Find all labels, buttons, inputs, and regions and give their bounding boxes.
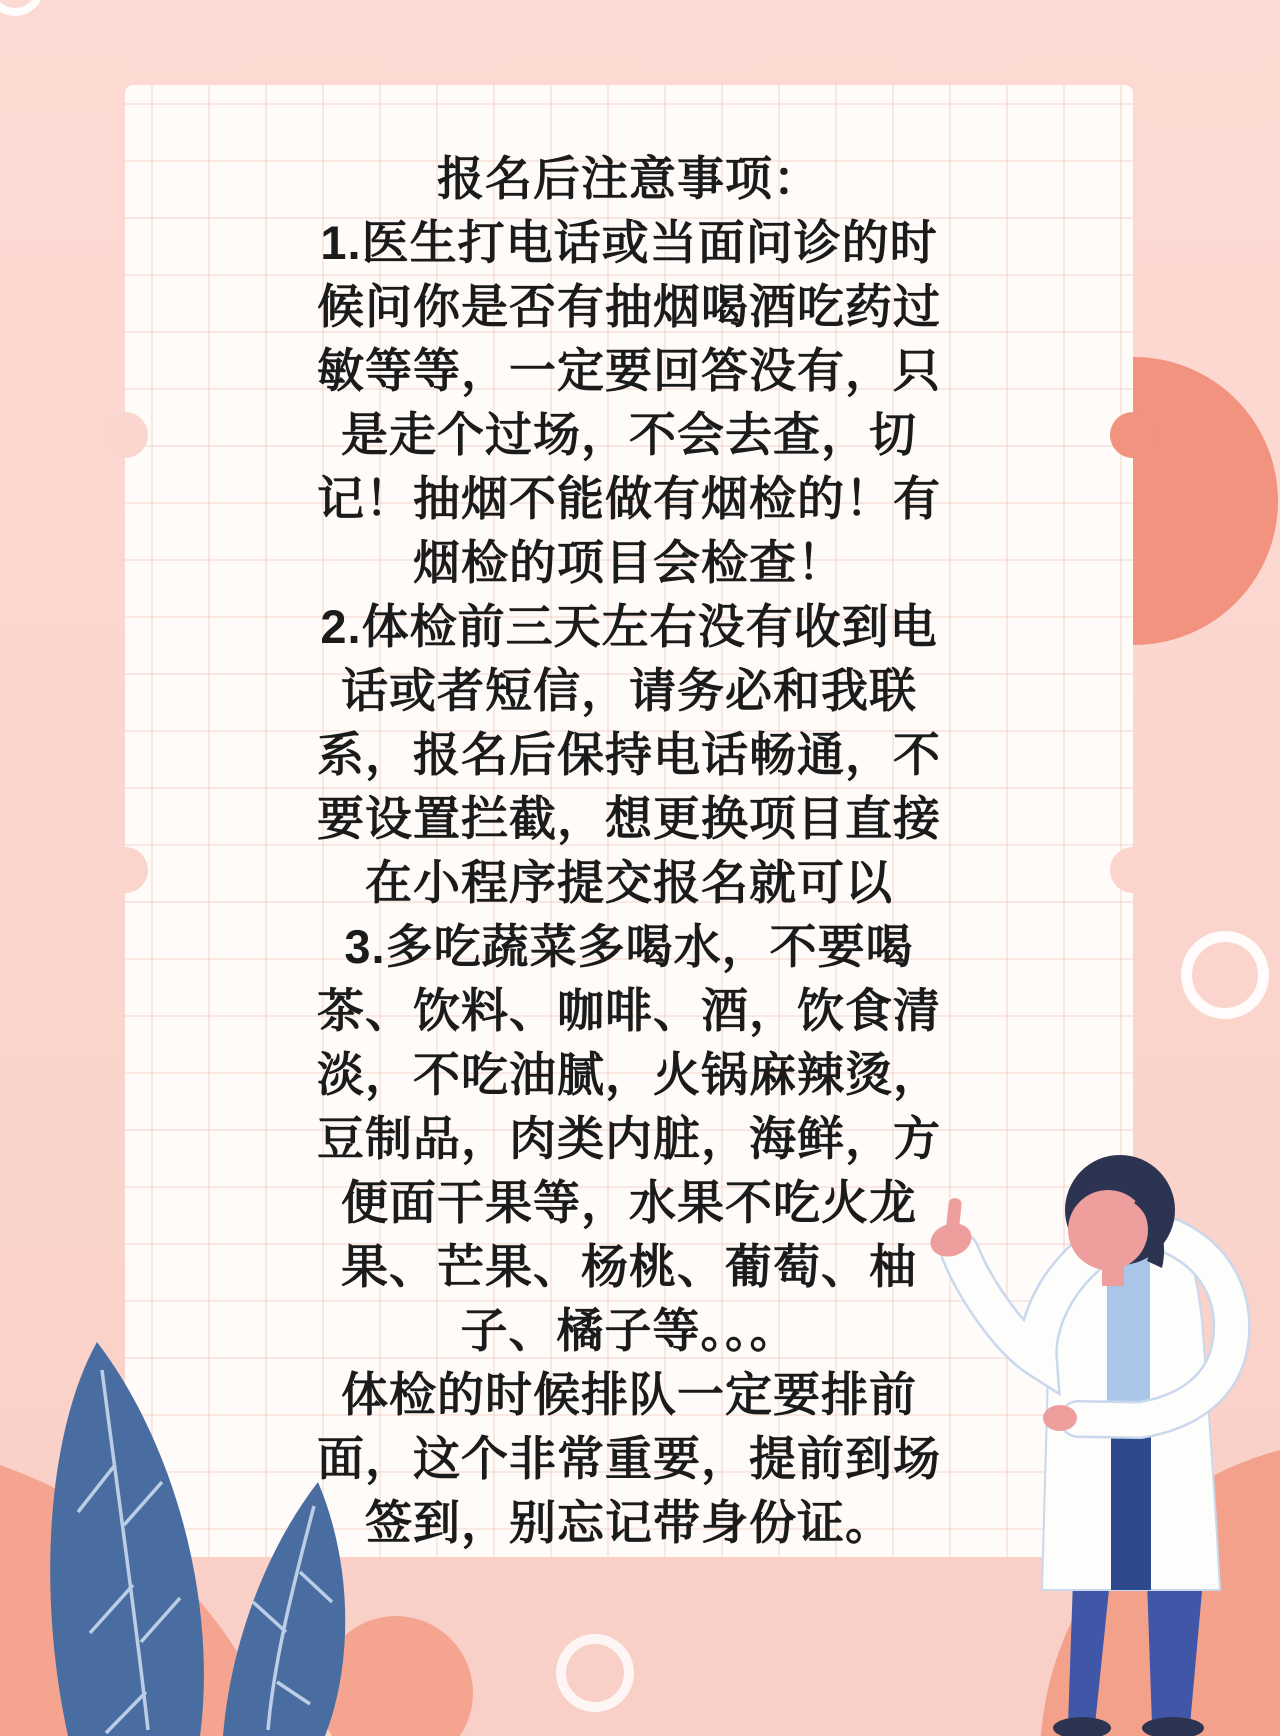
notice-line-7: 2.体检前三天左右没有收到电 <box>320 600 938 653</box>
notice-line-21: 签到，别忘记带身份证。 <box>365 1496 893 1549</box>
notice-line-8: 话或者短信，请务必和我联 <box>341 664 917 717</box>
doctor-shoe-left <box>1053 1717 1111 1736</box>
notice-line-11: 在小程序提交报名就可以 <box>365 856 893 909</box>
doctor-hand-left <box>1043 1405 1077 1431</box>
notice-line-4: 是走个过场，不会去查，切 <box>341 408 917 461</box>
notice-line-9: 系，报名后保持电话畅通，不 <box>317 728 941 781</box>
notice-line-14: 淡，不吃油腻，火锅麻辣烫， <box>317 1048 941 1101</box>
card-notch-right-bottom <box>1110 847 1156 893</box>
notice-line-15: 豆制品，肉类内脏，海鲜，方 <box>317 1112 941 1165</box>
notice-line-12: 3.多吃蔬菜多喝水，不要喝 <box>344 920 914 973</box>
ring-decoration-top-left <box>0 0 44 16</box>
doctor-shoe-right <box>1142 1717 1204 1736</box>
notice-line-5: 记！抽烟不能做有烟检的！有 <box>317 472 941 525</box>
ring-decoration-right <box>1181 931 1269 1019</box>
plant-leaf-right <box>223 1482 345 1736</box>
notice-line-1: 1.医生打电话或当面问诊的时 <box>320 216 938 269</box>
notice-line-18: 子、橘子等。。。 <box>460 1304 798 1357</box>
notice-line-10: 要设置拦截，想更换项目直接 <box>317 792 941 845</box>
plant-illustration <box>20 1330 360 1736</box>
notice-line-2: 候问你是否有抽烟喝酒吃药过 <box>317 280 941 333</box>
doctor-legs <box>1068 1580 1203 1725</box>
ring-decoration-bottom <box>556 1634 634 1712</box>
notice-line-17: 果、芒果、杨桃、葡萄、柚 <box>341 1240 917 1293</box>
card-notch-right-top <box>1110 412 1156 458</box>
notice-line-20: 面，这个非常重要，提前到场 <box>317 1432 941 1485</box>
notice-line-16: 便面干果等，水果不吃火龙 <box>341 1176 917 1229</box>
notice-line-6: 烟检的项目会检查！ <box>413 536 845 589</box>
notice-line-13: 茶、饮料、咖啡、酒，饮食清 <box>317 984 941 1037</box>
notice-line-3: 敏等等，一定要回答没有，只 <box>317 344 941 397</box>
notice-line-19: 体检的时候排队一定要排前 <box>341 1368 917 1421</box>
plant-leaf-left <box>50 1342 204 1736</box>
notice-title: 报名后注意事项： <box>437 152 821 205</box>
card-notch-left-bottom <box>102 847 148 893</box>
doctor-illustration <box>890 1040 1280 1736</box>
doctor-tie <box>1111 1433 1151 1590</box>
card-notch-left-top <box>102 412 148 458</box>
